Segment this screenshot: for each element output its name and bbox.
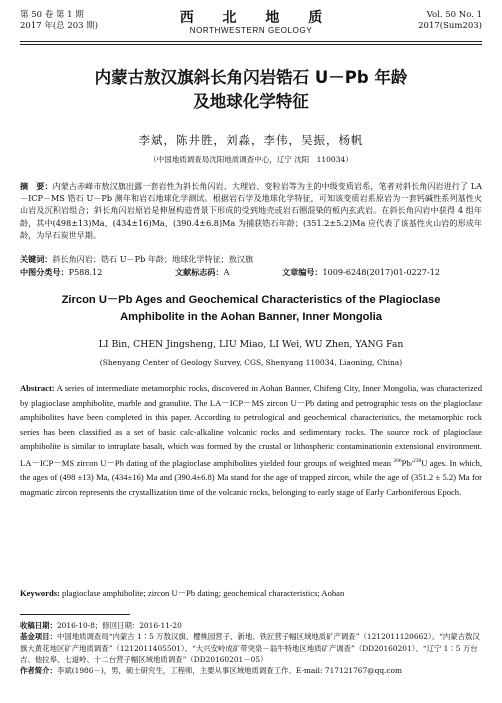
received-date: [20, 620, 482, 631]
isotope-pb: Pb/: [401, 457, 414, 468]
title-en-line2: Amphibolite in the Aohan Banner, Inner Mongolia: [120, 311, 382, 323]
title-en-line1: Zircon U－Pb Ages and Geochemical Characteristics of the Plagioclase: [61, 294, 441, 306]
journal-header: [20, 10, 482, 40]
received-value: 2016-10-8；修回日期：2016-11-20: [56, 621, 182, 630]
abstract-cn-text: 内蒙古赤峰市敖汉旗出露一套岩性为斜长角闪岩、大理岩、变粒岩等为主的中级变质岩系，笔者对斜长角闪岩进行了 LA－ICP－MS 锆石 U－Pb 测年和岩石地球化学测试。根据岩石学及地球化学特征，可知该变质岩系原岩为一套钙碱性系列基性火山岩及沉积岩组合；斜长角闪岩原岩是伸展构造背景下形成的受到地壳或岩石圈混染的板内玄武岩。在斜长角闪岩中获得 4 组年龄，其中(498±13)Ma、(434±16)Ma、(390.4±6.8)Ma 为捕获锆石年龄；(351.2±5.2)Ma 应代表了该基性火山岩的形成年龄，为早石炭世早期。: [20, 181, 482, 240]
clc-value: P588.12: [68, 267, 103, 277]
doc-label: 文献标志码：: [175, 267, 224, 277]
title-cn: [20, 66, 482, 114]
fund-label: 基金项目：: [20, 632, 57, 642]
affiliation-en: (Shenyang Center of Geology Survey, CGS, Shenyang 110034, Liaoning, China): [99, 358, 403, 367]
journal-name-en: NORTHWESTERN GEOLOGY: [189, 26, 313, 35]
fund-project: [20, 631, 482, 665]
title-cn-line1: 内蒙古敖汉旗斜长角闪岩锆石 U－Pb 年龄: [94, 68, 408, 87]
author-bio: [20, 665, 482, 676]
isotope-sup-238: 238: [413, 457, 422, 464]
title-cn-line2: 及地球化学特征: [193, 92, 309, 111]
keywords-cn: [20, 253, 482, 265]
fund-value: 中国地质调查局“内蒙古 1∶5 万敖汉旗、樱桃园营子、新地、铁匠营子幅区域地质矿产调查”（1212011120662）、“内蒙古敖汉旗大黄花地区矿产地质调查”（1212011405501）、“大兴安岭成矿带突泉－翁牛特地区地质矿产调查”（DD20160201）、“辽宁 1∶5 万台吉、他拉皋、七道岭、十二台营子幅区域地质调查”（DD20160201－05）: [20, 632, 480, 664]
author-label: 作者简介：: [20, 666, 57, 676]
abstract-en-text: A series of intermediate metamorphic rocks, discovered in Aohan Banner, Chifeng City, Inner Mongolia, was characterized by plagioclase amphibolite, marble and granulite. The LA－ICP－MS zircon U－Pb dating and petrographic tests on the plagioclase amphibolites have been completed in this paper. According to petrological and geochemical characteristics, the metamorphic rock series has been classified as a set of basic calc-alkaline volcanic rocks and sedimentary rocks. The source rock of plagioclase amphibolite is similar to intraplate basalt, which was formed by the crustal or lithospheric contaminationin extensional environment. LA－ICP－MS zircon U－Pb dating of the plagioclase amphibolites yielded four groups of weighted mean: [20, 383, 482, 468]
footnote-rule: [20, 614, 130, 615]
header-rule-thin: [20, 44, 482, 45]
abstract-cn: [20, 180, 482, 241]
keywords-en: [20, 587, 482, 599]
keywords-en-text: plagioclase amphibolite; zircon U－Pb dating; geochemical characteristics; Aohan: [59, 588, 345, 598]
footnotes: [20, 620, 482, 676]
abstract-cn-label: 摘 要：: [20, 181, 53, 191]
received-label: 收稿日期：: [20, 621, 57, 630]
abstract-en-label: Abstract:: [20, 383, 55, 393]
article-value: 1009-6248(2017)01-0227-12: [322, 267, 440, 277]
keywords-cn-label: 关键词：: [20, 254, 53, 264]
volume-en: Vol. 50 No. 1: [426, 10, 482, 20]
abstract-en: [20, 381, 482, 499]
year-cn: 2017 年(总 203 期): [20, 21, 99, 31]
authors-cn: 李斌，陈井胜，刘淼，李伟，吴振，杨帆: [138, 133, 364, 147]
abstract-en-text2: U ages. In which, the ages of (498 ±13) Ma, (434±16) Ma and (390.4±6.8) Ma stand for the age of trapped zircon, while the age of (351.2 ± 5.2) Ma for magmatic zircon represents the crystallization time of the volcanic rocks, belonging to early stage of Early Carboniferous Epoch.: [20, 457, 482, 497]
affiliation-cn: （中国地质调查局沈阳地质调查中心，辽宁 沈阳 110034）: [149, 155, 353, 164]
clc-label: 中图分类号：: [20, 267, 69, 277]
classification-row: [20, 266, 482, 278]
article-label: 文章编号：: [282, 267, 323, 277]
volume-cn: 第 50 卷 第 1 期: [20, 10, 84, 20]
journal-name-cn: 西 北 地 质: [179, 10, 335, 26]
doc-value: A: [223, 267, 230, 277]
title-en: [20, 292, 482, 326]
isotope-sup-206: 206: [393, 457, 402, 464]
header-center: [20, 10, 482, 36]
authors-en: LI Bin, CHEN Jingsheng, LIU Miao, LI Wei, WU Zhen, YANG Fan: [98, 339, 404, 350]
year-en: 2017(Sum203): [418, 21, 482, 31]
keywords-cn-text: 斜长角闪岩；锆石 U－Pb 年龄；地球化学特征；敖汉旗: [52, 254, 254, 264]
article-number: [282, 266, 440, 278]
header-right: [418, 10, 482, 32]
clc-number: [20, 266, 102, 278]
author-value: 李斌(1986－)，男，硕士研究生，工程师，主要从事区域地质调查工作。E-mail: 717121767@qq.com: [56, 666, 403, 676]
document-code: [175, 266, 229, 278]
header-rule: [20, 41, 482, 42]
keywords-en-label: Keywords:: [20, 588, 60, 598]
